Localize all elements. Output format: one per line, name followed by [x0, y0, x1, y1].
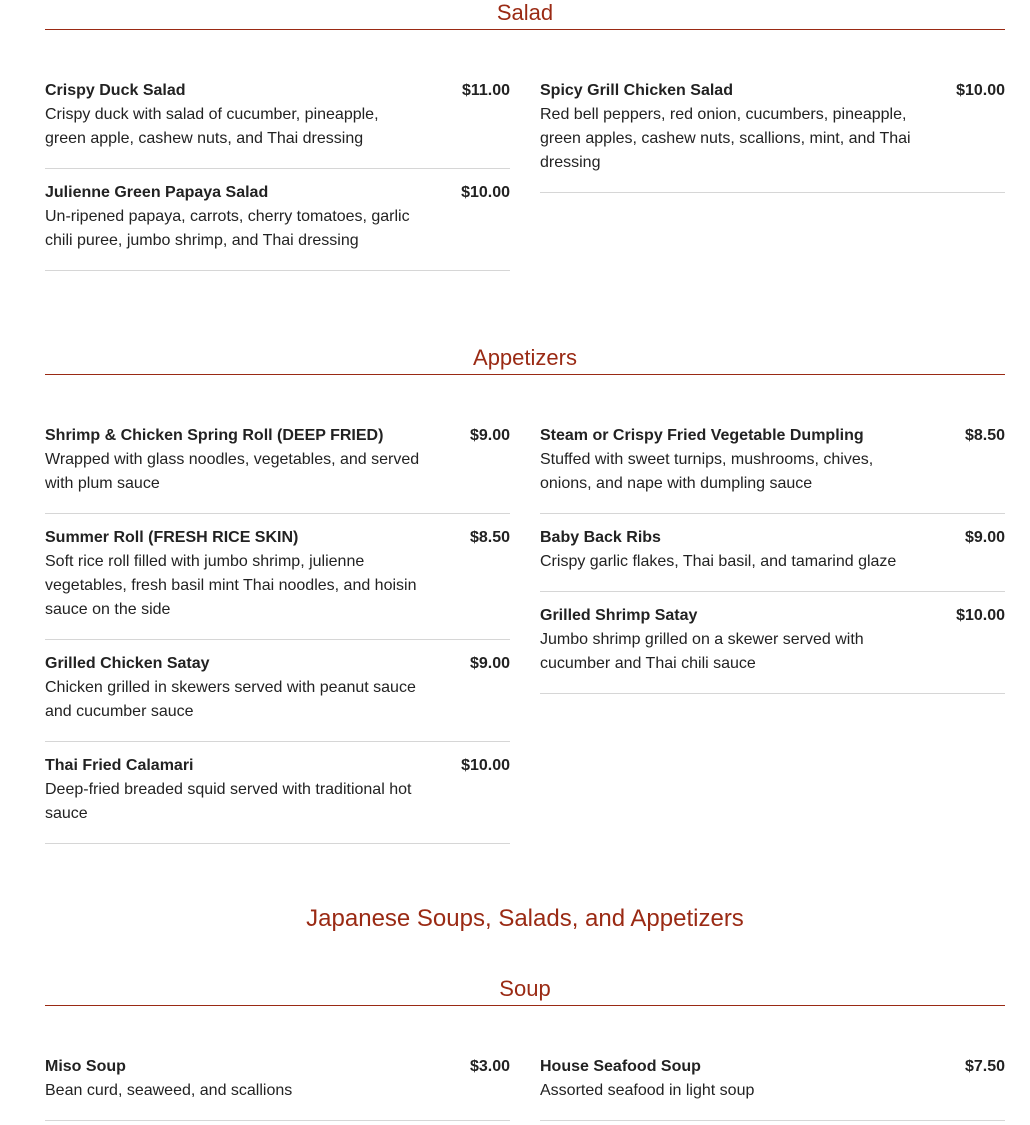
menu-item — [45, 640, 510, 742]
menu-item — [45, 1055, 510, 1121]
menu-item — [540, 79, 1005, 193]
item-description: Soft rice roll filled with jumbo shrimp, julienne vegetables, fresh basil mint Thai noodles, and hoisin sauce on the side — [45, 553, 417, 618]
menu-item — [540, 1055, 1005, 1121]
item-name: Baby Back Ribs — [540, 529, 661, 546]
item-price: $10.00 — [461, 184, 510, 201]
salad-column-left — [45, 79, 510, 271]
item-name: Julienne Green Papaya Salad — [45, 184, 269, 201]
section-title-soup: Soup — [499, 976, 551, 1001]
item-name: Crispy Duck Salad — [45, 82, 186, 99]
appetizers-column-left — [45, 424, 510, 844]
item-name: Thai Fried Calamari — [45, 757, 194, 774]
section-divider-appetizers — [45, 374, 1005, 375]
item-price: $9.00 — [964, 529, 1005, 546]
item-description: Deep-fried breaded squid served with traditional hot sauce — [45, 781, 412, 822]
item-description: Crispy duck with salad of cucumber, pineapple, green apple, cashew nuts, and Thai dressing — [45, 106, 379, 147]
section-title-appetizers: Appetizers — [473, 345, 577, 370]
item-price: $3.00 — [469, 1058, 510, 1075]
item-price: $8.50 — [469, 529, 510, 546]
menu-item — [45, 79, 510, 169]
soup-column-left — [45, 1055, 510, 1121]
item-price: $11.00 — [461, 82, 510, 99]
item-price: $10.00 — [461, 757, 510, 774]
item-description: Un-ripened papaya, carrots, cherry tomatoes, garlic chili puree, jumbo shrimp, and Thai dressing — [45, 208, 410, 249]
item-name: Steam or Crispy Fried Vegetable Dumpling — [540, 427, 864, 444]
item-name: Spicy Grill Chicken Salad — [540, 82, 733, 99]
item-price: $9.00 — [469, 427, 510, 444]
appetizers-column-right — [540, 424, 1005, 694]
menu-item — [540, 514, 1005, 592]
item-name: House Seafood Soup — [540, 1058, 701, 1075]
section-title-salad: Salad — [496, 0, 554, 25]
section-divider-soup — [45, 1005, 1005, 1006]
item-name: Summer Roll (FRESH RICE SKIN) — [45, 529, 299, 546]
salad-column-right — [540, 79, 1005, 193]
item-description: Wrapped with glass noodles, vegetables, and served with plum sauce — [45, 451, 420, 492]
item-name: Shrimp & Chicken Spring Roll (DEEP FRIED) — [45, 427, 384, 444]
soup-column-right — [540, 1055, 1005, 1121]
menu-item — [540, 424, 1005, 514]
item-description: Assorted seafood in light soup — [540, 1082, 755, 1099]
item-description: Stuffed with sweet turnips, mushrooms, chives, onions, and nape with dumpling sauce — [540, 451, 874, 492]
item-name: Grilled Shrimp Satay — [540, 607, 698, 624]
item-description: Red bell peppers, red onion, cucumbers, pineapple, green apples, cashew nuts, scallions, mint, and Thai dressing — [540, 106, 911, 171]
item-price: $10.00 — [956, 82, 1005, 99]
item-name: Miso Soup — [45, 1058, 126, 1075]
item-name: Grilled Chicken Satay — [45, 655, 210, 672]
menu-item — [45, 424, 510, 514]
menu-item — [540, 592, 1005, 694]
item-price: $9.00 — [469, 655, 510, 672]
item-description: Chicken grilled in skewers served with peanut sauce and cucumber sauce — [45, 679, 416, 720]
item-description: Bean curd, seaweed, and scallions — [45, 1082, 293, 1099]
section-divider-salad — [45, 29, 1005, 30]
item-description: Crispy garlic flakes, Thai basil, and tamarind glaze — [540, 553, 897, 570]
item-price: $8.50 — [964, 427, 1005, 444]
item-price: $10.00 — [956, 607, 1005, 624]
item-price: $7.50 — [964, 1058, 1005, 1075]
menu-item — [45, 514, 510, 640]
item-description: Jumbo shrimp grilled on a skewer served with cucumber and Thai chili sauce — [540, 631, 864, 672]
category-title-japanese: Japanese Soups, Salads, and Appetizers — [306, 905, 744, 932]
menu-item — [45, 169, 510, 271]
menu-item — [45, 742, 510, 844]
